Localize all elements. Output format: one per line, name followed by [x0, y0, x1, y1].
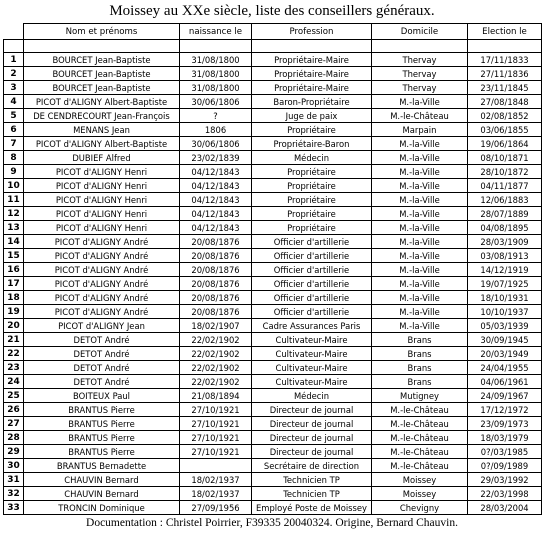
profession-cell: Technicien TP [252, 473, 372, 487]
election-cell: 27/08/1848 [468, 95, 542, 109]
row-index: 21 [4, 333, 24, 347]
domicile-cell: M.-la-Ville [372, 235, 468, 249]
documentation-footer: Documentation : Christel Poirrier, F39335 20040324. Origine, Bernard Chauvin. [86, 517, 458, 529]
row-index: 1 [4, 53, 24, 67]
election-cell: 19/06/1864 [468, 137, 542, 151]
election-cell: 14/12/1919 [468, 263, 542, 277]
table-row [4, 361, 542, 375]
table-row [4, 487, 542, 501]
header-name: Nom et prénoms [24, 24, 180, 40]
row-index: 26 [4, 403, 24, 417]
birth-cell: 22/02/1902 [180, 333, 252, 347]
spacer-cell [372, 40, 468, 53]
domicile-cell: M.-la-Ville [372, 291, 468, 305]
birth-cell: 20/08/1876 [180, 249, 252, 263]
header-election: Election le [468, 24, 542, 40]
domicile-cell: M.-la-Ville [372, 193, 468, 207]
profession-cell: Employé Poste de Moissey [252, 501, 372, 515]
name-cell: PICOT d'ALIGNY Henri [24, 221, 180, 235]
profession-cell: Technicien TP [252, 487, 372, 501]
election-cell: 24/09/1967 [468, 389, 542, 403]
row-index: 31 [4, 473, 24, 487]
table-row [4, 81, 542, 95]
election-cell: 0?/03/1985 [468, 445, 542, 459]
profession-cell: Propriétaire-Baron [252, 137, 372, 151]
birth-cell: 22/02/1902 [180, 347, 252, 361]
table-row [4, 417, 542, 431]
table-row [4, 263, 542, 277]
birth-cell: 18/02/1937 [180, 487, 252, 501]
profession-cell: Directeur de journal [252, 431, 372, 445]
domicile-cell: M.-la-Ville [372, 249, 468, 263]
birth-cell: 31/08/1800 [180, 67, 252, 81]
election-cell: 28/10/1872 [468, 165, 542, 179]
name-cell: PICOT d'ALIGNY Henri [24, 207, 180, 221]
row-index: 15 [4, 249, 24, 263]
table-row [4, 249, 542, 263]
election-cell: 28/03/2004 [468, 501, 542, 515]
election-cell: 23/11/1845 [468, 81, 542, 95]
election-cell: 28/03/1909 [468, 235, 542, 249]
row-index: 12 [4, 207, 24, 221]
name-cell: PICOT d'ALIGNY Jean [24, 319, 180, 333]
domicile-cell: Brans [372, 361, 468, 375]
domicile-cell: Marpain [372, 123, 468, 137]
profession-cell: Cultivateur-Maire [252, 375, 372, 389]
election-cell: 27/11/1836 [468, 67, 542, 81]
election-cell: 19/07/1925 [468, 277, 542, 291]
domicile-cell: Thervay [372, 67, 468, 81]
domicile-cell: M.-la-Ville [372, 305, 468, 319]
birth-cell: 27/10/1921 [180, 431, 252, 445]
domicile-cell: M.-le-Château [372, 109, 468, 123]
spacer-row [4, 40, 542, 53]
profession-cell: Médecin [252, 151, 372, 165]
birth-cell: 27/09/1956 [180, 501, 252, 515]
election-cell: 04/06/1961 [468, 375, 542, 389]
profession-cell: Officier d'artillerie [252, 277, 372, 291]
profession-cell: Propriétaire [252, 165, 372, 179]
row-index: 8 [4, 151, 24, 165]
domicile-cell: Brans [372, 333, 468, 347]
profession-cell: Propriétaire [252, 221, 372, 235]
domicile-cell: M.-la-Ville [372, 207, 468, 221]
election-cell: 05/03/1939 [468, 319, 542, 333]
birth-cell: 18/02/1907 [180, 319, 252, 333]
election-cell: 08/10/1871 [468, 151, 542, 165]
election-cell: 18/10/1931 [468, 291, 542, 305]
election-cell: 23/09/1973 [468, 417, 542, 431]
profession-cell: Propriétaire-Maire [252, 53, 372, 67]
header-birth: naissance le [180, 24, 252, 40]
election-cell: 18/03/1979 [468, 431, 542, 445]
name-cell: DUBIEF Alfred [24, 151, 180, 165]
table-row [4, 445, 542, 459]
profession-cell: Propriétaire-Maire [252, 67, 372, 81]
table-header-row [4, 24, 542, 40]
table-row [4, 179, 542, 193]
birth-cell: 20/08/1876 [180, 291, 252, 305]
row-index: 30 [4, 459, 24, 473]
domicile-cell: M.-le-Château [372, 403, 468, 417]
profession-cell: Directeur de journal [252, 403, 372, 417]
row-index: 19 [4, 305, 24, 319]
election-cell: 04/11/1877 [468, 179, 542, 193]
table-row [4, 403, 542, 417]
domicile-cell: Thervay [372, 53, 468, 67]
birth-cell: 04/12/1843 [180, 179, 252, 193]
birth-cell: 23/02/1839 [180, 151, 252, 165]
election-cell: 29/03/1992 [468, 473, 542, 487]
table-row [4, 53, 542, 67]
domicile-cell: M.-la-Ville [372, 221, 468, 235]
profession-cell: Propriétaire [252, 193, 372, 207]
name-cell: PICOT d'ALIGNY Albert-Baptiste [24, 95, 180, 109]
row-index: 28 [4, 431, 24, 445]
row-index: 29 [4, 445, 24, 459]
name-cell: PICOT d'ALIGNY André [24, 249, 180, 263]
birth-cell: 31/08/1800 [180, 53, 252, 67]
domicile-cell: Chevigny [372, 501, 468, 515]
name-cell: PICOT d'ALIGNY André [24, 235, 180, 249]
name-cell: PICOT d'ALIGNY André [24, 291, 180, 305]
name-cell: DE CENDRECOURT Jean-François [24, 109, 180, 123]
row-index: 2 [4, 67, 24, 81]
table-row [4, 193, 542, 207]
election-cell: 17/11/1833 [468, 53, 542, 67]
birth-cell: 1806 [180, 123, 252, 137]
domicile-cell: Brans [372, 347, 468, 361]
name-cell: PICOT d'ALIGNY Albert-Baptiste [24, 137, 180, 151]
table-row [4, 319, 542, 333]
spacer-cell [468, 40, 542, 53]
profession-cell: Directeur de journal [252, 445, 372, 459]
table-row [4, 221, 542, 235]
row-index: 6 [4, 123, 24, 137]
row-index: 18 [4, 291, 24, 305]
header-index [4, 24, 24, 40]
row-index: 32 [4, 487, 24, 501]
domicile-cell: M.-la-Ville [372, 95, 468, 109]
profession-cell: Officier d'artillerie [252, 291, 372, 305]
profession-cell: Officier d'artillerie [252, 305, 372, 319]
profession-cell: Juge de paix [252, 109, 372, 123]
domicile-cell: M.-la-Ville [372, 179, 468, 193]
birth-cell: 27/10/1921 [180, 417, 252, 431]
row-index: 20 [4, 319, 24, 333]
domicile-cell: Thervay [372, 81, 468, 95]
profession-cell: Propriétaire [252, 123, 372, 137]
election-cell: 0?/09/1989 [468, 459, 542, 473]
table-row [4, 333, 542, 347]
spacer-cell [180, 40, 252, 53]
row-index: 25 [4, 389, 24, 403]
row-index: 3 [4, 81, 24, 95]
name-cell: BRANTUS Bernadette [24, 459, 180, 473]
name-cell: DETOT André [24, 333, 180, 347]
name-cell: DETOT André [24, 347, 180, 361]
domicile-cell: Moissey [372, 473, 468, 487]
election-cell: 24/04/1955 [468, 361, 542, 375]
profession-cell: Directeur de journal [252, 417, 372, 431]
row-index: 7 [4, 137, 24, 151]
table-row [4, 67, 542, 81]
profession-cell: Propriétaire-Maire [252, 81, 372, 95]
table-row [4, 151, 542, 165]
name-cell: CHAUVIN Bernard [24, 487, 180, 501]
table-row [4, 431, 542, 445]
birth-cell: ? [180, 109, 252, 123]
profession-cell: Cultivateur-Maire [252, 333, 372, 347]
name-cell: TRONCIN Dominique [24, 501, 180, 515]
name-cell: PICOT d'ALIGNY André [24, 305, 180, 319]
spacer-cell [252, 40, 372, 53]
domicile-cell: Brans [372, 375, 468, 389]
row-index: 11 [4, 193, 24, 207]
table-row [4, 501, 542, 515]
profession-cell: Cultivateur-Maire [252, 361, 372, 375]
domicile-cell: M.-la-Ville [372, 137, 468, 151]
birth-cell: 20/08/1876 [180, 263, 252, 277]
row-index: 23 [4, 361, 24, 375]
table-row [4, 109, 542, 123]
table-row [4, 473, 542, 487]
birth-cell: 27/10/1921 [180, 403, 252, 417]
table-row [4, 207, 542, 221]
table-row [4, 389, 542, 403]
election-cell: 20/03/1949 [468, 347, 542, 361]
profession-cell: Propriétaire [252, 179, 372, 193]
profession-cell: Médecin [252, 389, 372, 403]
birth-cell: 21/08/1894 [180, 389, 252, 403]
domicile-cell: M.-la-Ville [372, 277, 468, 291]
name-cell: BRANTUS Pierre [24, 403, 180, 417]
birth-cell: 20/08/1876 [180, 235, 252, 249]
name-cell: PICOT d'ALIGNY André [24, 263, 180, 277]
birth-cell: 22/02/1902 [180, 375, 252, 389]
name-cell: BOITEUX Paul [24, 389, 180, 403]
name-cell: BOURCET Jean-Baptiste [24, 67, 180, 81]
row-index: 17 [4, 277, 24, 291]
profession-cell: Baron-Propriétaire [252, 95, 372, 109]
row-index: 5 [4, 109, 24, 123]
name-cell: PICOT d'ALIGNY André [24, 277, 180, 291]
name-cell: DETOT André [24, 375, 180, 389]
domicile-cell: M.-la-Ville [372, 165, 468, 179]
table-row [4, 375, 542, 389]
table-row [4, 123, 542, 137]
name-cell: BRANTUS Pierre [24, 445, 180, 459]
election-cell: 03/08/1913 [468, 249, 542, 263]
birth-cell: 04/12/1843 [180, 193, 252, 207]
domicile-cell: M.-le-Château [372, 459, 468, 473]
domicile-cell: M.-le-Château [372, 445, 468, 459]
table-row [4, 165, 542, 179]
name-cell: BRANTUS Pierre [24, 431, 180, 445]
table-row [4, 347, 542, 361]
election-cell: 17/12/1972 [468, 403, 542, 417]
row-index: 27 [4, 417, 24, 431]
row-index: 16 [4, 263, 24, 277]
table-row [4, 277, 542, 291]
row-index: 33 [4, 501, 24, 515]
profession-cell: Officier d'artillerie [252, 263, 372, 277]
spacer-cell [4, 40, 24, 53]
header-profession: Profession [252, 24, 372, 40]
election-cell: 04/08/1895 [468, 221, 542, 235]
name-cell: BOURCET Jean-Baptiste [24, 81, 180, 95]
birth-cell: 30/06/1806 [180, 137, 252, 151]
row-index: 24 [4, 375, 24, 389]
name-cell: PICOT d'ALIGNY Henri [24, 165, 180, 179]
profession-cell: Cultivateur-Maire [252, 347, 372, 361]
name-cell: BRANTUS Pierre [24, 417, 180, 431]
profession-cell: Officier d'artillerie [252, 235, 372, 249]
election-cell: 10/10/1937 [468, 305, 542, 319]
election-cell: 22/03/1998 [468, 487, 542, 501]
name-cell: CHAUVIN Bernard [24, 473, 180, 487]
row-index: 14 [4, 235, 24, 249]
domicile-cell: M.-le-Château [372, 417, 468, 431]
row-index: 22 [4, 347, 24, 361]
document-title: Moissey au XXe siècle, liste des conseillers généraux. [109, 3, 435, 19]
domicile-cell: M.-la-Ville [372, 151, 468, 165]
election-cell: 30/09/1945 [468, 333, 542, 347]
row-index: 10 [4, 179, 24, 193]
domicile-cell: M.-le-Château [372, 431, 468, 445]
birth-cell: 27/10/1921 [180, 445, 252, 459]
profession-cell: Secrétaire de direction [252, 459, 372, 473]
birth-cell [180, 459, 252, 473]
table-row [4, 137, 542, 151]
row-index: 4 [4, 95, 24, 109]
birth-cell: 04/12/1843 [180, 207, 252, 221]
birth-cell: 20/08/1876 [180, 305, 252, 319]
councillors-table [3, 23, 542, 515]
profession-cell: Officier d'artillerie [252, 249, 372, 263]
election-cell: 28/07/1889 [468, 207, 542, 221]
name-cell: MENANS Jean [24, 123, 180, 137]
name-cell: DETOT André [24, 361, 180, 375]
birth-cell: 22/02/1902 [180, 361, 252, 375]
profession-cell: Propriétaire [252, 207, 372, 221]
name-cell: BOURCET Jean-Baptiste [24, 53, 180, 67]
name-cell: PICOT d'ALIGNY Henri [24, 193, 180, 207]
domicile-cell: M.-la-Ville [372, 263, 468, 277]
table-row [4, 95, 542, 109]
birth-cell: 31/08/1800 [180, 81, 252, 95]
domicile-cell: M.-la-Ville [372, 319, 468, 333]
election-cell: 03/06/1855 [468, 123, 542, 137]
table-row [4, 291, 542, 305]
header-domicile: Domicile [372, 24, 468, 40]
election-cell: 02/08/1852 [468, 109, 542, 123]
birth-cell: 20/08/1876 [180, 277, 252, 291]
election-cell: 12/06/1883 [468, 193, 542, 207]
table-row [4, 305, 542, 319]
table-row [4, 459, 542, 473]
birth-cell: 04/12/1843 [180, 165, 252, 179]
domicile-cell: Mutigney [372, 389, 468, 403]
table-row [4, 235, 542, 249]
row-index: 9 [4, 165, 24, 179]
spacer-cell [24, 40, 180, 53]
domicile-cell: Moissey [372, 487, 468, 501]
profession-cell: Cadre Assurances Paris [252, 319, 372, 333]
name-cell: PICOT d'ALIGNY Henri [24, 179, 180, 193]
birth-cell: 04/12/1843 [180, 221, 252, 235]
birth-cell: 18/02/1937 [180, 473, 252, 487]
row-index: 13 [4, 221, 24, 235]
birth-cell: 30/06/1806 [180, 95, 252, 109]
